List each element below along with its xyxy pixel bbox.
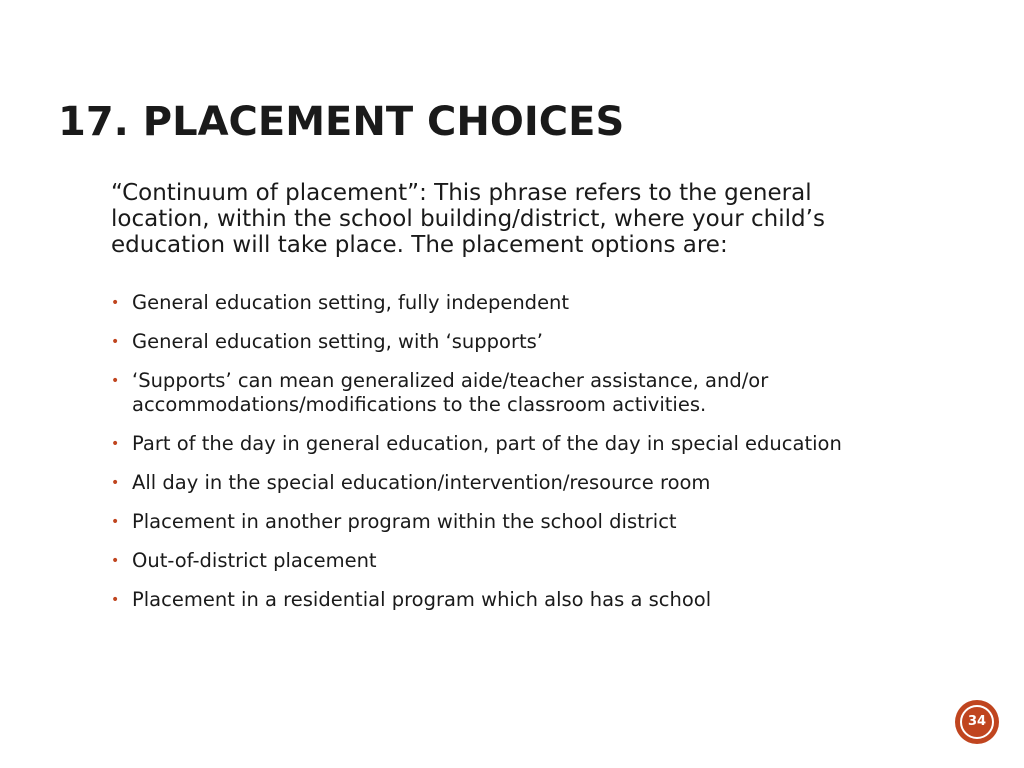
bullet-text: General education setting, fully independent	[132, 291, 570, 314]
page-number-badge	[955, 700, 999, 744]
bullet-text: Placement in a residential program which also has a school	[132, 588, 712, 611]
bullet-text: General education setting, with ‘supports’	[132, 330, 543, 353]
bullet-text: All day in the special education/intervention/resource room	[132, 471, 711, 494]
bullet-icon: •	[111, 436, 120, 452]
bullet-icon: •	[111, 295, 120, 311]
bullet-text: Part of the day in general education, part of the day in special education	[132, 432, 842, 455]
bullet-icon: •	[111, 475, 120, 491]
bullet-text: ‘Supports’ can mean generalized aide/teacher assistance, and/or accommodations/modifications to the classroom activities.	[132, 369, 769, 416]
bullet-item	[111, 549, 911, 573]
bullet-list	[111, 291, 911, 627]
bullet-item	[111, 471, 911, 495]
bullet-icon: •	[111, 514, 120, 530]
intro-paragraph: “Continuum of placement”: This phrase refers to the general location, within the school building/district, where your child’s education will take place. The placement options are:	[111, 180, 825, 258]
page-number: 34	[967, 714, 987, 729]
bullet-icon: •	[111, 373, 120, 389]
bullet-icon: •	[111, 334, 120, 350]
bullet-item	[111, 369, 911, 417]
bullet-item	[111, 588, 911, 612]
bullet-text: Placement in another program within the school district	[132, 510, 677, 533]
bullet-item	[111, 432, 911, 456]
bullet-item	[111, 330, 911, 354]
bullet-item	[111, 291, 911, 315]
bullet-item	[111, 510, 911, 534]
bullet-icon: •	[111, 553, 120, 569]
bullet-text: Out-of-district placement	[132, 549, 377, 572]
bullet-icon: •	[111, 592, 120, 608]
slide-title: 17. PLACEMENT CHOICES	[58, 99, 625, 145]
